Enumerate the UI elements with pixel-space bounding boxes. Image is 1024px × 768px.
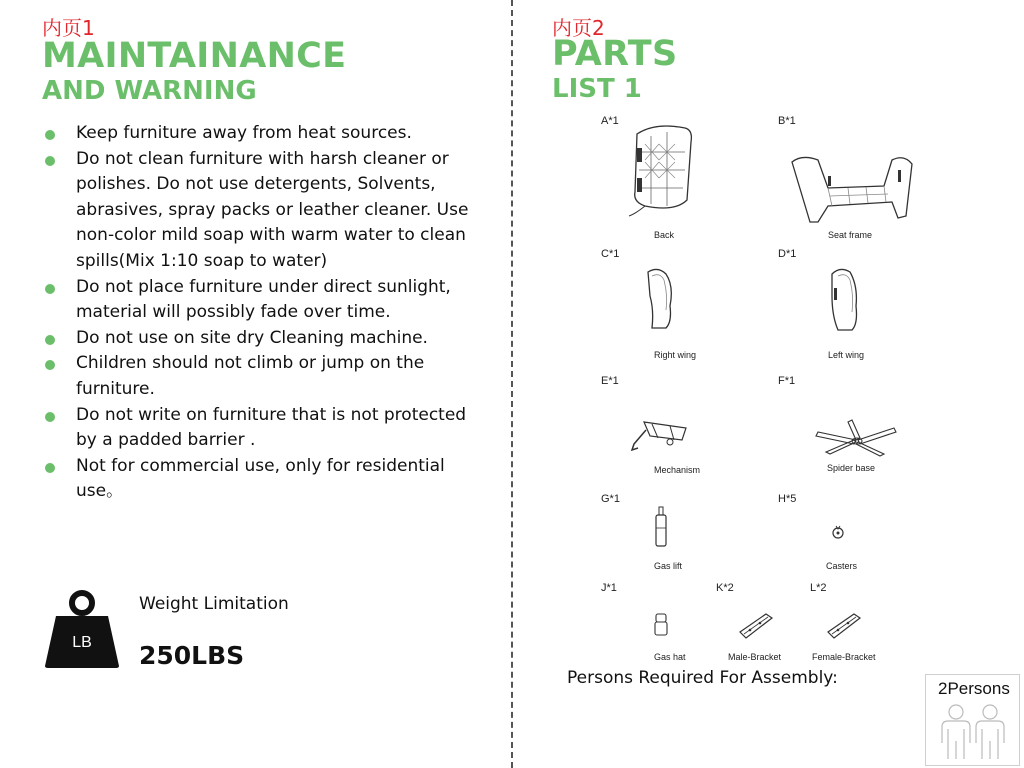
part-code-c: C*1 <box>601 248 620 260</box>
part-name-gas-lift: Gas lift <box>654 561 683 571</box>
warning-item <box>42 147 472 275</box>
part-name-back: Back <box>654 230 675 240</box>
bullet-dot-icon <box>45 412 55 422</box>
two-persons-icon <box>936 703 1012 761</box>
warning-item <box>42 351 472 402</box>
part-name-right-wing: Right wing <box>654 350 697 360</box>
warning-line: Do not place furniture under direct sunlight, <box>76 276 451 297</box>
warning-line: use。 <box>76 481 124 502</box>
warning-line: abrasives, spray packs or leather cleaner. Use <box>76 199 469 220</box>
part-code-l: L*2 <box>810 582 827 594</box>
part-code-f: F*1 <box>778 375 796 387</box>
part-code-j: J*1 <box>601 582 617 594</box>
bullet-dot-icon <box>45 284 55 294</box>
right-wing-illustration <box>644 266 676 330</box>
bullet-dot-icon <box>45 156 55 166</box>
part-name-spider-base: Spider base <box>827 463 876 473</box>
warning-line: Do not use on site dry Cleaning machine. <box>76 327 428 348</box>
female-bracket-illustration <box>826 612 862 640</box>
warning-line: material will possibly fade over time. <box>76 302 391 323</box>
mechanism-illustration <box>630 418 688 452</box>
weight-icon-text: LB <box>72 634 92 651</box>
part-code-g: G*1 <box>601 493 620 505</box>
parts-subtitle: LIST 1 <box>552 74 642 104</box>
part-name-female-bracket: Female-Bracket <box>812 652 876 662</box>
warning-list <box>42 121 472 505</box>
warning-item <box>42 326 472 352</box>
gas-lift-illustration <box>654 506 668 548</box>
warning-line: Do not write on furniture that is not protected <box>76 404 467 425</box>
casters-illustration <box>830 524 846 540</box>
parts-title: PARTS <box>552 34 678 74</box>
part-code-b: B*1 <box>778 115 796 127</box>
persons-required-label: Persons Required For Assembly: <box>567 668 838 688</box>
gas-hat-illustration <box>654 613 668 637</box>
warning-line: Not for commercial use, only for residential <box>76 455 445 476</box>
weight-limit-label: Weight Limitation <box>139 594 289 614</box>
male-bracket-illustration <box>738 612 774 640</box>
warning-subtitle: AND WARNING <box>42 76 257 106</box>
left-page-tag: 内页1 <box>42 16 95 40</box>
page-divider <box>511 0 513 768</box>
part-code-d: D*1 <box>778 248 797 260</box>
part-code-a: A*1 <box>601 115 619 127</box>
part-code-h: H*5 <box>778 493 797 505</box>
part-name-casters: Casters <box>826 561 858 571</box>
right-page-tag: 内页2 <box>552 16 605 40</box>
warning-line: Children should not climb or jump on the <box>76 353 425 374</box>
seat-frame-illustration <box>788 152 914 226</box>
part-name-seat-frame: Seat frame <box>828 230 873 240</box>
warning-item <box>42 121 472 147</box>
persons-required-box <box>925 674 1020 766</box>
warning-line: Keep furniture away from heat sources. <box>76 123 412 143</box>
weight-limit-value: 250LBS <box>139 641 245 670</box>
part-name-left-wing: Left wing <box>828 350 865 360</box>
maintenance-title: MAINTAINANCE <box>42 36 347 76</box>
weight-icon <box>44 590 120 668</box>
warning-line: spills(Mix 1:10 soap to water) <box>76 250 328 271</box>
warning-line: non-color mild soap with warm water to clean <box>76 225 466 246</box>
part-code-e: E*1 <box>601 375 619 387</box>
warning-line: Do not clean furniture with harsh cleaner or <box>76 148 449 169</box>
warning-item <box>42 275 472 326</box>
bullet-dot-icon <box>45 130 55 140</box>
back-part-illustration <box>625 122 695 218</box>
warning-line: polishes. Do not use detergents, Solvents, <box>76 174 436 195</box>
part-name-male-bracket: Male-Bracket <box>728 652 782 662</box>
part-code-k: K*2 <box>716 582 734 594</box>
warning-item <box>42 454 472 505</box>
warning-item <box>42 403 472 454</box>
bullet-dot-icon <box>45 463 55 473</box>
spider-base-illustration <box>814 418 898 458</box>
bullet-dot-icon <box>45 335 55 345</box>
warning-line: by a padded barrier . <box>76 430 256 451</box>
persons-count: 2Persons <box>938 679 1010 698</box>
part-name-gas-hat: Gas hat <box>654 652 686 662</box>
left-wing-illustration <box>826 266 860 332</box>
warning-line: furniture. <box>76 378 155 399</box>
part-name-mechanism: Mechanism <box>654 465 701 475</box>
bullet-dot-icon <box>45 360 55 370</box>
